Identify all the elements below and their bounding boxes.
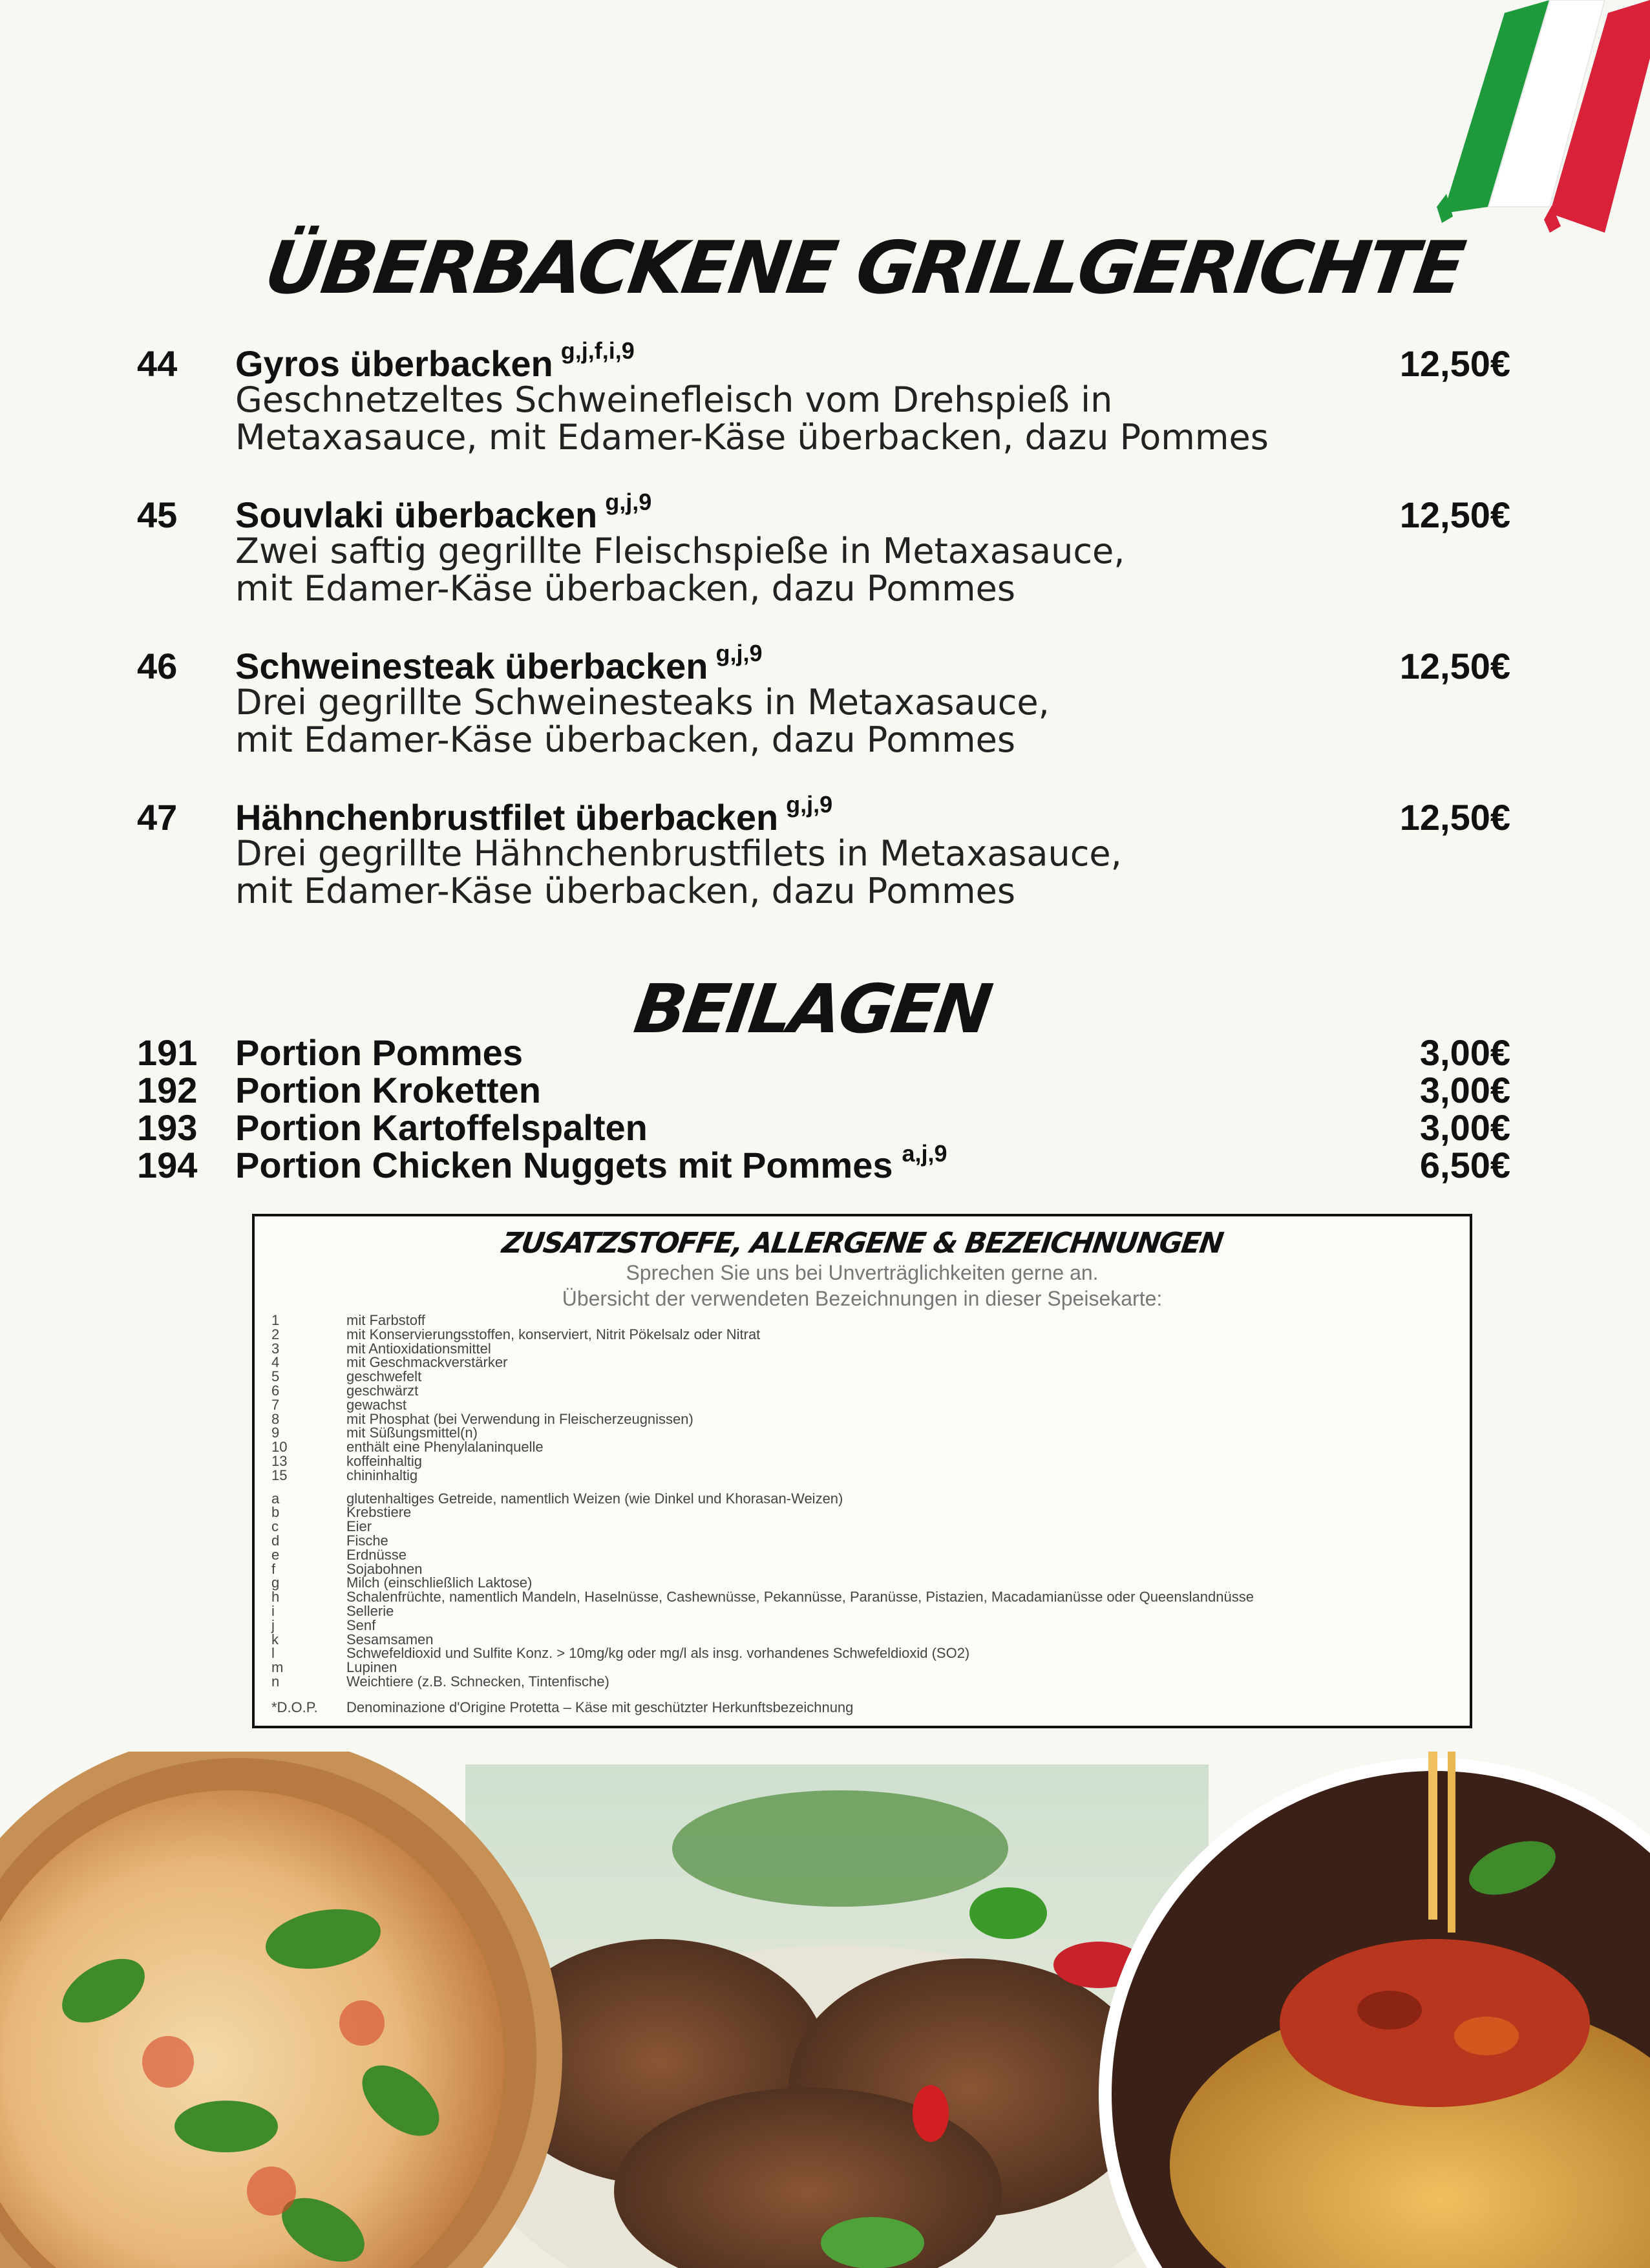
legend-code: c [271, 1518, 279, 1535]
legend-row [271, 1618, 1461, 1633]
allergen-codes: a,j,9 [902, 1140, 947, 1167]
legend-text: koffeinhaltig [346, 1452, 423, 1469]
legend-text: glutenhaltiges Getreide, namentlich Weizen (wie Dinkel und Khorasan-Weizen) [346, 1490, 843, 1507]
allergen-codes: g,j,f,i,9 [560, 337, 635, 364]
legend-text: geschwefelt [346, 1368, 422, 1385]
legend-text: geschwärzt [346, 1382, 419, 1399]
legend-row [271, 1505, 1461, 1520]
legend-text: Sesamsamen [346, 1631, 434, 1648]
legend-text: Sellerie [346, 1602, 394, 1619]
legend-row [271, 1426, 1461, 1440]
legend-text: Erdnüsse [346, 1546, 407, 1563]
legend-text: mit Phosphat (bei Verwendung in Fleischerzeugnissen) [346, 1410, 693, 1427]
allergen-codes: g,j,9 [786, 791, 833, 818]
legend-code: n [271, 1673, 280, 1690]
legend-code: j [271, 1616, 275, 1633]
legend-text: Schalenfrüchte, namentlich Mandeln, Haselnüsse, Cashewnüsse, Pekannüsse, Paranüsse, Pistazien, Macadamianüsse oder Queenslandnüsse [346, 1589, 1254, 1606]
item-name: Hähnchenbrustfilet überbacken $^{g,j,9}$ [235, 791, 833, 838]
item-description: Drei gegrillte Schweinesteaks in Metaxasauce, mit Edamer-Käse überbacken, dazu Pommes [235, 682, 1050, 760]
menu-item-46 [137, 640, 1510, 791]
legend-text: mit Farbstoff [346, 1312, 425, 1328]
legend-row [271, 1590, 1461, 1604]
item-number: 193 [137, 1107, 198, 1148]
legend-code: 2 [271, 1326, 280, 1342]
legend-code: 10 [271, 1439, 288, 1456]
legend-row [271, 1313, 1461, 1328]
item-description: Geschnetzeltes Schweinefleisch vom Drehspieß in Metaxasauce, mit Edamer-Käse überbacken, dazu Pommes [235, 379, 1269, 458]
item-number: 192 [137, 1070, 198, 1110]
legend-text: Fische [346, 1532, 388, 1549]
legend-text: Milch (einschließlich Laktose) [346, 1574, 533, 1591]
legend-text: enthält eine Phenylalaninquelle [346, 1439, 544, 1456]
item-price: 3,00€ [1419, 1070, 1510, 1110]
legend-text: Sojabohnen [346, 1560, 423, 1577]
menu-item-47 [137, 791, 1510, 942]
legend-subtitle-2: Übersicht der verwendeten Bezeichnungen in dieser Speisekarte: [562, 1287, 1163, 1310]
legend-code: 1 [271, 1312, 280, 1328]
legend-code: 4 [271, 1354, 280, 1371]
legend-row [271, 1604, 1461, 1618]
legend-subtitle: Sprechen Sie uns bei Unverträglichkeiten gerne an. [626, 1261, 1099, 1284]
legend-row [271, 1384, 1461, 1398]
legend-text: mit Antioxidationsmittel [346, 1340, 491, 1357]
legend-code: e [271, 1546, 280, 1563]
legend-code: 9 [271, 1425, 280, 1441]
item-number: 45 [137, 494, 178, 535]
legend-text: Denominazione d'Origine Protetta – Käse mit geschützter Herkunftsbezeichnung [346, 1699, 854, 1715]
legend-code: 13 [271, 1452, 288, 1469]
item-price: 3,00€ [1419, 1032, 1510, 1073]
legend-row [271, 1440, 1461, 1454]
legend-row [271, 1342, 1461, 1356]
legend-text: gewachst [346, 1396, 407, 1413]
legend-row [271, 1454, 1461, 1468]
legend-row [271, 1370, 1461, 1384]
legend-text: Weichtiere (z.B. Schnecken, Tintenfische) [346, 1673, 609, 1690]
legend-code: 6 [271, 1382, 280, 1399]
legend-row [271, 1492, 1461, 1506]
legend-row [271, 1328, 1461, 1342]
item-name: Gyros überbacken $^{g,j,f,i,9}$ [235, 337, 635, 384]
item-price: 12,50€ [1399, 646, 1510, 686]
item-name: Portion Pommes [235, 1032, 523, 1073]
item-number: 194 [137, 1145, 198, 1185]
item-name: Portion Chicken Nuggets mit Pommes $^{a,j,9}$ [235, 1140, 947, 1185]
legend-code: f [271, 1560, 276, 1577]
allergen-legend-box [252, 1214, 1472, 1728]
item-name: Portion Kartoffelspalten [235, 1107, 648, 1148]
legend-text: Schwefeldioxid und Sulfite Konz. > 10mg/kg oder mg/l als insg. vorhandenes Schwefeldioxid (SO2) [346, 1645, 970, 1662]
item-price: 12,50€ [1399, 343, 1510, 384]
legend-title: ZUSATZSTOFFE, ALLERGENE & BEZEICHNUNGEN [500, 1227, 1225, 1260]
section-title-sides: BEILAGEN [629, 970, 995, 1048]
legend-row [271, 1534, 1461, 1548]
legend-code: d [271, 1532, 280, 1549]
legend-dop-row [271, 1699, 1461, 1719]
item-name: Schweinesteak überbacken $^{g,j,9}$ [235, 640, 763, 686]
item-price: 3,00€ [1419, 1107, 1510, 1148]
legend-text: Senf [346, 1616, 376, 1633]
legend-row [271, 1646, 1461, 1660]
legend-code: *D.O.P. [271, 1699, 318, 1715]
item-name: Portion Kroketten [235, 1070, 541, 1110]
item-name: Souvlaki überbacken $^{g,j,9}$ [235, 489, 652, 535]
legend-row [271, 1520, 1461, 1534]
item-price: 12,50€ [1399, 494, 1510, 535]
menu-item-44 [137, 337, 1510, 489]
legend-list [271, 1313, 1461, 1719]
legend-code: a [271, 1490, 280, 1507]
legend-row [271, 1660, 1461, 1675]
legend-code: k [271, 1631, 279, 1648]
side-item-193 [137, 1107, 1510, 1148]
item-number: 44 [137, 343, 178, 384]
legend-text: mit Geschmackverstärker [346, 1354, 508, 1371]
sides-menu-list [137, 1032, 1510, 1185]
section-title-grill: ÜBERBACKENE GRILLGERICHTE [260, 226, 1468, 310]
item-description: Zwei saftig gegrillte Fleischspieße in Metaxasauce, mit Edamer-Käse überbacken, dazu Pommes [235, 531, 1125, 609]
legend-row [271, 1548, 1461, 1562]
legend-text: Eier [346, 1518, 372, 1535]
legend-row [271, 1468, 1461, 1483]
italian-flag-decoration [1391, 0, 1650, 246]
legend-code: m [271, 1659, 284, 1676]
legend-text: Krebstiere [346, 1504, 412, 1521]
legend-row [271, 1562, 1461, 1576]
item-price: 12,50€ [1399, 797, 1510, 838]
legend-text: chininhaltig [346, 1467, 418, 1483]
legend-code: b [271, 1504, 280, 1521]
side-item-192 [137, 1069, 1510, 1110]
legend-row [271, 1355, 1461, 1370]
item-number: 46 [137, 646, 178, 686]
allergen-codes: g,j,9 [605, 489, 652, 515]
legend-row [271, 1398, 1461, 1412]
menu-item-45 [137, 489, 1510, 640]
legend-row [271, 1675, 1461, 1689]
food-photo-strip [0, 1752, 1650, 2268]
item-description: Drei gegrillte Hähnchenbrustfilets in Metaxasauce, mit Edamer-Käse überbacken, dazu Pommes [235, 833, 1122, 911]
item-number: 191 [137, 1032, 198, 1073]
legend-row [271, 1576, 1461, 1590]
legend-code: i [271, 1602, 275, 1619]
item-number: 47 [137, 797, 178, 838]
legend-code: 3 [271, 1340, 280, 1357]
legend-code: 15 [271, 1467, 288, 1483]
legend-code: 8 [271, 1410, 280, 1427]
legend-code: g [271, 1574, 280, 1591]
legend-code: 7 [271, 1396, 280, 1413]
legend-text: mit Konservierungsstoffen, konserviert, Nitrit Pökelsalz oder Nitrat [346, 1326, 761, 1342]
allergen-codes: g,j,9 [715, 640, 763, 666]
legend-text: mit Süßungsmittel(n) [346, 1425, 478, 1441]
grill-menu-list [137, 337, 1510, 942]
item-price: 6,50€ [1419, 1145, 1510, 1185]
side-item-191 [137, 1032, 1510, 1073]
legend-code: h [271, 1589, 280, 1606]
legend-code: 5 [271, 1368, 280, 1385]
side-item-194 [137, 1140, 1510, 1185]
legend-row [271, 1633, 1461, 1647]
legend-text: Lupinen [346, 1659, 397, 1676]
legend-code: l [271, 1645, 275, 1662]
grilled-steak-photo [465, 1765, 1209, 2268]
legend-row [271, 1412, 1461, 1426]
